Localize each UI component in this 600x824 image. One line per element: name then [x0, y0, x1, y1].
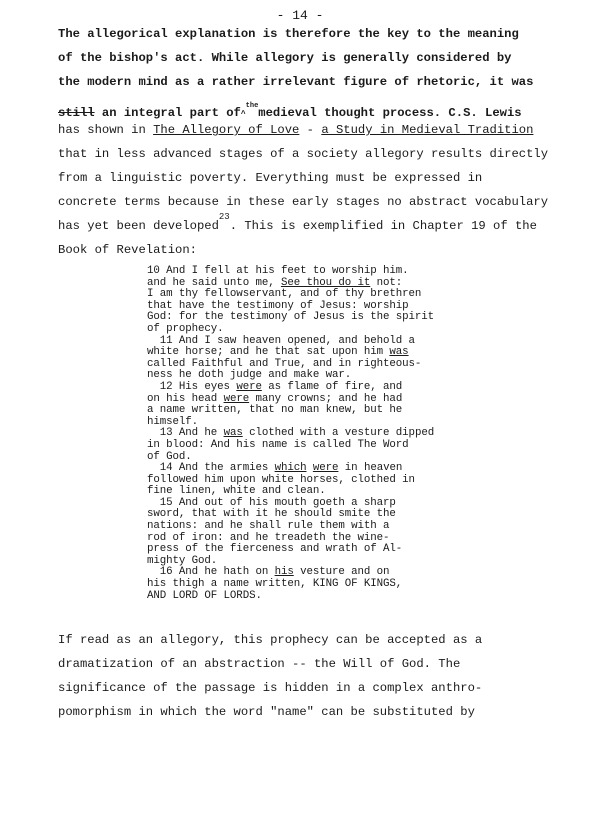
quote-line: mighty God.	[147, 554, 218, 567]
quote-line: nations: and he shall rule them with a	[147, 520, 390, 533]
page-number: - 14 -	[276, 8, 324, 23]
quote-line: white horse; and he that sat upon him was	[147, 346, 409, 359]
quote-line: 12 His eyes were as flame of fire, and	[147, 380, 403, 393]
text-line: If read as an allegory, this prophecy can be accepted as a	[58, 633, 483, 647]
quote-line: AND LORD OF LORDS.	[147, 589, 262, 602]
footnote-ref: 23	[218, 212, 230, 222]
quote-line: God: for the testimony of Jesus is the spirit	[147, 311, 435, 324]
quote-line: 16 And he hath on his vesture and on	[147, 566, 390, 579]
text-line: that in less advanced stages of a society allegory results directly	[58, 147, 549, 161]
book-title: The Allegory of Love	[153, 123, 300, 137]
text-line: still an integral part of^$^{the}$medieval thought process. C.S. Lewis	[58, 102, 522, 120]
text-line: Book of Revelation:	[58, 243, 197, 257]
quote-line: that have the testimony of Jesus: worship	[147, 299, 409, 312]
quote-line: 13 And he was clothed with a vesture dipped	[147, 427, 435, 440]
insertion-caret: ^	[240, 110, 246, 119]
paragraph-intro	[58, 22, 558, 262]
text-line: has yet been developed$^{23}$. This is exemplified in Chapter 19 of the	[58, 212, 537, 233]
quote-line: I am thy fellowservant, and of thy brethren	[147, 288, 422, 301]
quote-line: on his head were many crowns; and he had	[147, 392, 403, 405]
struck-word: still	[58, 106, 95, 120]
quote-line: sword, that with it he should smite the	[147, 508, 396, 521]
quote-line: of prophecy.	[147, 322, 224, 335]
paragraph-conclusion	[58, 628, 558, 724]
text-line: from a linguistic poverty. Everything must be expressed in	[58, 171, 483, 185]
book-subtitle: a Study in Medieval Tradition	[321, 123, 534, 137]
quote-line: followed him upon white horses, clothed in	[147, 473, 415, 486]
quote-line: called Faithful and True, and in righteous-	[147, 357, 422, 370]
quote-line: 10 And I fell at his feet to worship him.	[147, 265, 409, 277]
text-line: dramatization of an abstraction -- the Will of God. The	[58, 657, 461, 671]
text-line: significance of the passage is hidden in a complex anthro-	[58, 681, 483, 695]
quote-line: 14 And the armies which were in heaven	[147, 462, 403, 475]
quote-line: rod of iron: and he treadeth the wine-	[147, 531, 390, 544]
quote-line: of God.	[147, 450, 192, 463]
handwritten-insertion: the	[245, 102, 259, 110]
text-line: The allegorical explanation is therefore the key to the meaning	[58, 27, 519, 41]
text-line: has shown in The Allegory of Love - a Study in Medieval Tradition	[58, 123, 534, 137]
text-line: of the bishop's act. While allegory is generally considered by	[58, 51, 512, 65]
quote-line: his thigh a name written, KING OF KINGS,	[147, 578, 403, 591]
block-quote	[147, 266, 467, 602]
text-line: pomorphism in which the word "name" can be substituted by	[58, 705, 475, 719]
quote-line: himself.	[147, 415, 199, 428]
text-line: the modern mind as a rather irrelevant figure of rhetoric, it was	[58, 75, 534, 89]
quote-line: a name written, that no man knew, but he	[147, 404, 403, 417]
quote-line: ness he doth judge and make war.	[147, 369, 352, 382]
quote-line: fine linen, white and clean.	[147, 485, 326, 498]
quote-line: and he said unto me, See thou do it not:	[147, 276, 403, 289]
quote-line: 15 And out of his mouth goeth a sharp	[147, 496, 396, 509]
text-line: concrete terms because in these early stages no abstract vocabulary	[58, 195, 549, 209]
quote-line: 11 And I saw heaven opened, and behold a	[147, 334, 415, 347]
quote-line: in blood: And his name is called The Word	[147, 438, 409, 451]
quote-line: press of the fierceness and wrath of Al-	[147, 543, 403, 556]
